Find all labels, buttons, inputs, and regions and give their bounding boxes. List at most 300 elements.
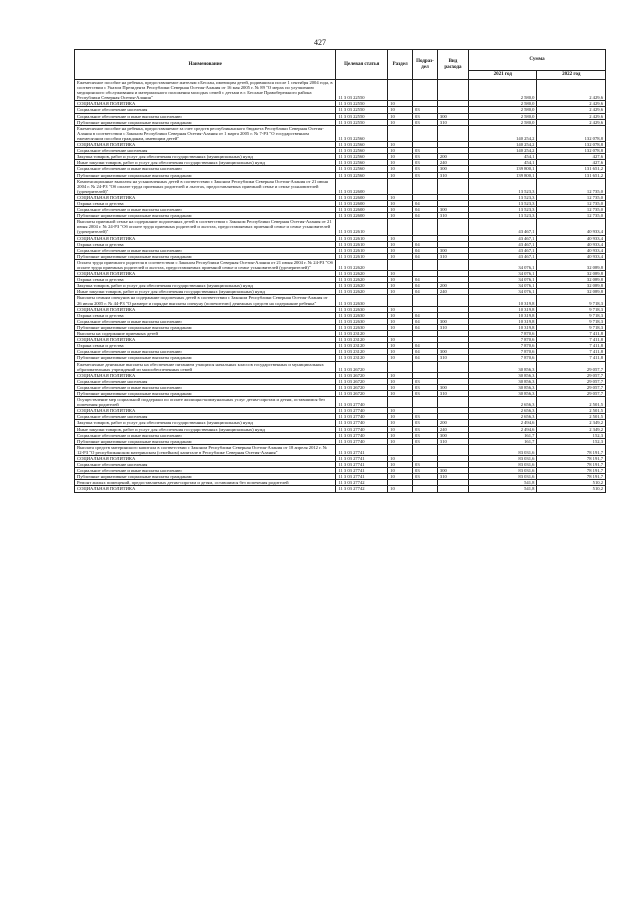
row-sum-2022: 2 349,2: [537, 426, 606, 432]
row-section: 10: [388, 277, 413, 283]
table-row: [75, 154, 606, 160]
row-name: Социальное обеспечение и иные выплаты населению: [75, 113, 336, 119]
row-section: [388, 219, 413, 235]
row-name: Публичные нормативные социальные выплаты гражданам: [75, 213, 336, 219]
row-type: 310: [437, 390, 468, 396]
table-row: [75, 474, 606, 480]
table-row: [75, 318, 606, 324]
row-subsection: 03: [413, 160, 438, 166]
row-sum-2022: 9 718,3: [537, 318, 606, 324]
row-subsection: 03: [413, 426, 438, 432]
row-type: 310: [437, 324, 468, 330]
row-subsection: 03: [413, 438, 438, 444]
row-code: 11 3 03 22560: [336, 154, 388, 160]
row-name: Осуществление мер социальной поддержки по оплате жилищно-коммунальных услуг детям-сиротам и детям, оставшимся без попечения родителей: [75, 397, 336, 408]
row-section: 10: [388, 355, 413, 361]
row-sum-2021: 140 254,2: [469, 148, 537, 154]
row-sum-2022: 78 191,7: [537, 468, 606, 474]
row-name: Социальное обеспечение и иные выплаты населению: [75, 166, 336, 172]
row-name: Ежемесячные денежные выплаты на обеспечение питанием учащихся начальных классов государственных и муниципальных образовательных учреждений из малообеспеченных семей: [75, 361, 336, 372]
row-type: [437, 444, 468, 455]
table-row: [75, 480, 606, 486]
table-row: [75, 213, 606, 219]
row-name: Социальное обеспечение и иные выплаты населению: [75, 247, 336, 253]
row-type: 300: [437, 349, 468, 355]
row-name: Социальное обеспечение населения: [75, 378, 336, 384]
row-subsection: 03: [413, 154, 438, 160]
row-sum-2022: 78 191,7: [537, 462, 606, 468]
row-name: Охрана семьи и детства: [75, 343, 336, 349]
table-row: [75, 361, 606, 372]
row-sum-2022: 132 078,8: [537, 125, 606, 141]
table-row: [75, 207, 606, 213]
row-type: [437, 259, 468, 270]
row-section: 10: [388, 414, 413, 420]
table-row: [75, 420, 606, 426]
row-sum-2021: 83 031,6: [469, 474, 537, 480]
row-sum-2022: 427,6: [537, 154, 606, 160]
row-sum-2022: 40 933,4: [537, 241, 606, 247]
row-name: Выплаты приемной семье на содержание подопечных детей в соответствии с Законом Республики Северная Осетия-Алания от 21 июня 2004 г. № 24-РЗ "Об оплате труда приемных родителей и льготах, предоставляемых приемной семье и семье усыновителей (удочерителей)": [75, 219, 336, 235]
row-name: СОЦИАЛЬНАЯ ПОЛИТИКА: [75, 101, 336, 107]
row-sum-2021: 2 656,3: [469, 397, 537, 408]
row-section: 10: [388, 247, 413, 253]
row-code: 11 3 03 22620: [336, 283, 388, 289]
row-sum-2022: 510,2: [537, 486, 606, 492]
row-sum-2022: 32 089,8: [537, 283, 606, 289]
row-sum-2021: 83 031,6: [469, 468, 537, 474]
header-subsection: Подраз-дел: [413, 50, 438, 80]
row-sum-2021: 541,8: [469, 480, 537, 486]
row-code: 11 3 03 27741: [336, 462, 388, 468]
row-sum-2021: 454,1: [469, 160, 537, 166]
row-subsection: 04: [413, 283, 438, 289]
row-sum-2021: 30 856,3: [469, 390, 537, 396]
row-name: Охрана семьи и детства: [75, 277, 336, 283]
table-row: [75, 486, 606, 492]
table-row: [75, 349, 606, 355]
row-section: 10: [388, 160, 413, 166]
row-section: 10: [388, 166, 413, 172]
row-name: СОЦИАЛЬНАЯ ПОЛИТИКА: [75, 372, 336, 378]
row-sum-2021: 83 031,6: [469, 462, 537, 468]
row-section: 10: [388, 462, 413, 468]
row-section: 10: [388, 194, 413, 200]
row-code: 11 3 03 23120: [336, 355, 388, 361]
row-sum-2022: 29 057,7: [537, 378, 606, 384]
row-section: 10: [388, 207, 413, 213]
row-section: 10: [388, 324, 413, 330]
row-code: 11 3 03 23120: [336, 337, 388, 343]
row-section: 10: [388, 468, 413, 474]
row-name: СОЦИАЛЬНАЯ ПОЛИТИКА: [75, 408, 336, 414]
row-code: 11 3 03 27740: [336, 426, 388, 432]
row-sum-2022: 132 078,8: [537, 148, 606, 154]
row-code: 11 3 03 22560: [336, 160, 388, 166]
row-code: 11 3 03 22600: [336, 194, 388, 200]
row-section: 10: [388, 349, 413, 355]
row-code: 11 3 03 23120: [336, 349, 388, 355]
row-sum-2022: 2 501,5: [537, 414, 606, 420]
row-section: 10: [388, 343, 413, 349]
row-subsection: 04: [413, 289, 438, 295]
row-section: [388, 361, 413, 372]
row-sum-2021: 2 580,0: [469, 119, 537, 125]
row-code: 11 3 03 27740: [336, 420, 388, 426]
header-year-2022: 2022 год: [537, 71, 606, 80]
row-code: 11 3 03 22620: [336, 259, 388, 270]
row-subsection: 04: [413, 213, 438, 219]
row-sum-2022: 2 349,2: [537, 420, 606, 426]
row-name: Социальное обеспечение и иные выплаты населению: [75, 349, 336, 355]
row-sum-2021: 7 870,6: [469, 349, 537, 355]
row-sum-2022: 9 718,3: [537, 324, 606, 330]
row-code: 11 3 03 26720: [336, 384, 388, 390]
table-row: [75, 355, 606, 361]
row-sum-2022: 2 429,6: [537, 119, 606, 125]
table-row: [75, 331, 606, 337]
row-sum-2022: 510,2: [537, 480, 606, 486]
row-sum-2022: 2 429,6: [537, 80, 606, 101]
row-type: 300: [437, 207, 468, 213]
row-type: [437, 397, 468, 408]
row-sum-2021: 43 467,1: [469, 241, 537, 247]
row-code: 11 3 03 22630: [336, 324, 388, 330]
row-section: [388, 397, 413, 408]
row-name: СОЦИАЛЬНАЯ ПОЛИТИКА: [75, 456, 336, 462]
row-type: 310: [437, 474, 468, 480]
row-name: Ремонт жилых помещений, предоставляемых детям-сиротам и детям, оставшимся без попечения родителей: [75, 480, 336, 486]
row-name: СОЦИАЛЬНАЯ ПОЛИТИКА: [75, 337, 336, 343]
row-subsection: [413, 361, 438, 372]
row-section: 10: [388, 420, 413, 426]
row-sum-2022: 131 651,2: [537, 166, 606, 172]
table-row: [75, 397, 606, 408]
row-code: 11 3 03 23120: [336, 331, 388, 337]
row-subsection: 03: [413, 420, 438, 426]
row-sum-2021: 139 800,1: [469, 166, 537, 172]
row-sum-2021: 13 523,3: [469, 207, 537, 213]
row-type: [437, 80, 468, 101]
row-code: 11 3 03 22630: [336, 306, 388, 312]
row-sum-2021: 7 870,6: [469, 355, 537, 361]
row-name: Компенсационные выплаты на усыновленных детей в соответствии с Законом Республики Северная Осетия-Алания от 21 июня 2004 г. № 24-РЗ "Об оплате труда приемных родителей и льготах, предоставляемых приемной семье и семье усыновителей (удочерителей)": [75, 178, 336, 194]
row-code: 11 3 03 22610: [336, 235, 388, 241]
row-type: 300: [437, 247, 468, 253]
row-subsection: 04: [413, 247, 438, 253]
row-section: 10: [388, 107, 413, 113]
row-subsection: [413, 178, 438, 194]
row-name: Социальное обеспечение населения: [75, 462, 336, 468]
row-sum-2022: 7 411,8: [537, 355, 606, 361]
row-section: 10: [388, 154, 413, 160]
row-name: Выплаты на содержание приемных детей: [75, 331, 336, 337]
row-name: Социальное обеспечение и иные выплаты населению: [75, 384, 336, 390]
row-section: 10: [388, 101, 413, 107]
row-code: 11 3 03 22600: [336, 200, 388, 206]
row-section: 10: [388, 306, 413, 312]
row-code: 11 3 03 22610: [336, 253, 388, 259]
row-name: Социальное обеспечение и иные выплаты населению: [75, 207, 336, 213]
row-sum-2022: 32 089,8: [537, 277, 606, 283]
row-name: Закупка товаров, работ и услуг для обеспечения государственных (муниципальных) нужд: [75, 420, 336, 426]
row-section: 10: [388, 390, 413, 396]
row-code: 11 3 03 22560: [336, 148, 388, 154]
row-sum-2022: 12 735,0: [537, 213, 606, 219]
row-code: 11 3 03 27742: [336, 480, 388, 486]
row-section: 10: [388, 235, 413, 241]
row-section: 10: [388, 474, 413, 480]
table-row: [75, 438, 606, 444]
row-sum-2021: 10 319,8: [469, 318, 537, 324]
row-sum-2022: 29 057,7: [537, 372, 606, 378]
table-row: [75, 444, 606, 455]
row-sum-2022: 132 078,8: [537, 142, 606, 148]
row-section: 10: [388, 172, 413, 178]
row-name: Публичные нормативные социальные выплаты гражданам: [75, 390, 336, 396]
row-sum-2022: 32 089,8: [537, 271, 606, 277]
row-code: 11 3 03 27740: [336, 432, 388, 438]
row-sum-2021: 13 523,3: [469, 200, 537, 206]
row-sum-2021: 2 580,0: [469, 113, 537, 119]
row-code: 11 3 03 22550: [336, 119, 388, 125]
row-sum-2022: 9 718,3: [537, 312, 606, 318]
row-sum-2021: 10 319,8: [469, 324, 537, 330]
row-sum-2021: 2 656,3: [469, 408, 537, 414]
row-sum-2021: 34 076,1: [469, 289, 537, 295]
row-section: 10: [388, 378, 413, 384]
row-sum-2021: 161,7: [469, 438, 537, 444]
row-sum-2021: 30 856,3: [469, 378, 537, 384]
row-subsection: 03: [413, 462, 438, 468]
row-subsection: 03: [413, 432, 438, 438]
row-name: Публичные нормативные социальные выплаты гражданам: [75, 119, 336, 125]
row-section: 10: [388, 113, 413, 119]
row-name: СОЦИАЛЬНАЯ ПОЛИТИКА: [75, 486, 336, 492]
row-name: СОЦИАЛЬНАЯ ПОЛИТИКА: [75, 235, 336, 241]
header-type: Вид расхода: [437, 50, 468, 80]
row-section: 10: [388, 432, 413, 438]
row-sum-2021: 43 467,1: [469, 235, 537, 241]
row-sum-2022: 29 057,7: [537, 384, 606, 390]
table-body: [75, 80, 606, 493]
row-code: 11 3 03 26720: [336, 390, 388, 396]
row-subsection: [413, 397, 438, 408]
row-section: 10: [388, 372, 413, 378]
page-number: 427: [314, 38, 326, 47]
row-sum-2022: 152,3: [537, 438, 606, 444]
row-name: Охрана семьи и детства: [75, 312, 336, 318]
row-subsection: 03: [413, 148, 438, 154]
row-code: 11 3 03 22560: [336, 125, 388, 141]
row-section: 10: [388, 241, 413, 247]
table-row: [75, 80, 606, 101]
row-sum-2022: 2 501,5: [537, 408, 606, 414]
row-subsection: 03: [413, 113, 438, 119]
table-row: [75, 384, 606, 390]
row-type: 310: [437, 253, 468, 259]
row-type: 310: [437, 119, 468, 125]
row-subsection: 03: [413, 166, 438, 172]
row-subsection: 04: [413, 200, 438, 206]
row-sum-2021: 30 856,3: [469, 372, 537, 378]
row-type: 200: [437, 283, 468, 289]
row-sum-2021: 454,1: [469, 154, 537, 160]
row-sum-2021: 30 856,3: [469, 361, 537, 372]
row-section: 10: [388, 142, 413, 148]
row-type: 240: [437, 426, 468, 432]
row-sum-2021: 30 856,3: [469, 384, 537, 390]
row-name: Социальное обеспечение и иные выплаты населению: [75, 468, 336, 474]
row-code: 11 3 03 27740: [336, 408, 388, 414]
row-type: 300: [437, 166, 468, 172]
row-sum-2022: 7 411,8: [537, 343, 606, 349]
row-sum-2021: 140 254,2: [469, 125, 537, 141]
row-sum-2021: 7 870,6: [469, 331, 537, 337]
row-type: [437, 178, 468, 194]
row-sum-2022: 9 718,3: [537, 306, 606, 312]
row-sum-2022: 9 718,3: [537, 295, 606, 306]
row-subsection: 03: [413, 474, 438, 480]
row-code: 11 3 03 26720: [336, 372, 388, 378]
row-subsection: 04: [413, 343, 438, 349]
row-name: Публичные нормативные социальные выплаты гражданам: [75, 438, 336, 444]
row-name: Закупка товаров, работ и услуг для обеспечения государственных (муниципальных) нужд: [75, 283, 336, 289]
row-subsection: [413, 80, 438, 101]
row-name: СОЦИАЛЬНАЯ ПОЛИТИКА: [75, 271, 336, 277]
header-code: Целевая статья: [336, 50, 388, 80]
row-type: 300: [437, 318, 468, 324]
row-type: 310: [437, 438, 468, 444]
row-section: 10: [388, 283, 413, 289]
row-type: 200: [437, 420, 468, 426]
row-section: [388, 178, 413, 194]
row-sum-2021: 2 580,0: [469, 80, 537, 101]
row-code: 11 3 03 26720: [336, 378, 388, 384]
row-sum-2021: 43 467,1: [469, 253, 537, 259]
row-code: 11 3 03 22550: [336, 101, 388, 107]
header-name: Наименование: [75, 50, 336, 80]
table-row: [75, 295, 606, 306]
row-sum-2022: 78 191,7: [537, 456, 606, 462]
row-code: 11 3 03 22610: [336, 241, 388, 247]
row-type: 310: [437, 213, 468, 219]
row-subsection: 03: [413, 384, 438, 390]
row-name: Социальное обеспечение населения: [75, 148, 336, 154]
row-name: СОЦИАЛЬНАЯ ПОЛИТИКА: [75, 142, 336, 148]
row-name: Публичные нормативные социальные выплаты гражданам: [75, 253, 336, 259]
row-sum-2022: 32 089,8: [537, 259, 606, 270]
row-code: 11 3 03 23120: [336, 343, 388, 349]
row-sum-2022: 131 651,2: [537, 172, 606, 178]
row-type: 300: [437, 384, 468, 390]
row-section: 10: [388, 337, 413, 343]
row-section: [388, 125, 413, 141]
row-section: 10: [388, 148, 413, 154]
row-subsection: 03: [413, 172, 438, 178]
row-sum-2021: 13 523,3: [469, 178, 537, 194]
row-type: 300: [437, 468, 468, 474]
row-name: Иные закупки товаров, работ и услуг для обеспечения государственных (муниципальных) нужд: [75, 426, 336, 432]
row-section: 10: [388, 384, 413, 390]
row-subsection: [413, 219, 438, 235]
row-sum-2022: 78 191,7: [537, 474, 606, 480]
row-sum-2021: 34 076,1: [469, 259, 537, 270]
row-subsection: [413, 125, 438, 141]
row-code: 11 3 03 22560: [336, 172, 388, 178]
row-sum-2022: 7 411,8: [537, 331, 606, 337]
row-sum-2022: 12 735,0: [537, 194, 606, 200]
row-code: 11 3 03 22600: [336, 178, 388, 194]
table-row: [75, 247, 606, 253]
row-section: 10: [388, 253, 413, 259]
row-sum-2021: 83 031,6: [469, 456, 537, 462]
row-name: Выплата средств материнского капитала в соответствии с Законом Республики Северная Осетия-Алания от 18 апреля 2012 г. № 12-РЗ "О республиканском материнском (семейном) капитале в Республике Северная Осетия-Алания": [75, 444, 336, 455]
row-code: 11 3 03 27740: [336, 438, 388, 444]
table-row: [75, 283, 606, 289]
row-sum-2022: 12 735,0: [537, 207, 606, 213]
table-row: [75, 178, 606, 194]
row-section: 10: [388, 408, 413, 414]
row-code: 11 3 03 22610: [336, 247, 388, 253]
header-sum: Сумма: [469, 50, 606, 71]
row-section: [388, 80, 413, 101]
row-sum-2022: 40 933,4: [537, 247, 606, 253]
table-row: [75, 253, 606, 259]
row-code: 11 3 03 22560: [336, 142, 388, 148]
row-sum-2021: 140 254,2: [469, 142, 537, 148]
row-type: 240: [437, 160, 468, 166]
row-sum-2022: 40 933,4: [537, 253, 606, 259]
row-section: 10: [388, 486, 413, 492]
row-subsection: 03: [413, 414, 438, 420]
row-section: [388, 259, 413, 270]
row-sum-2022: 40 933,4: [537, 235, 606, 241]
row-type: [437, 295, 468, 306]
row-type: [437, 219, 468, 235]
row-subsection: 03: [413, 378, 438, 384]
row-sum-2022: 2 429,6: [537, 107, 606, 113]
row-subsection: [413, 295, 438, 306]
row-sum-2021: 43 467,1: [469, 219, 537, 235]
row-sum-2022: 152,3: [537, 432, 606, 438]
row-code: 11 3 03 22630: [336, 318, 388, 324]
row-section: 10: [388, 200, 413, 206]
table-row: [75, 172, 606, 178]
row-section: 10: [388, 312, 413, 318]
row-sum-2022: 2 501,5: [537, 397, 606, 408]
row-name: Иные закупки товаров, работ и услуг для обеспечения государственных (муниципальных) нужд: [75, 160, 336, 166]
row-subsection: 03: [413, 107, 438, 113]
row-sum-2022: 12 735,0: [537, 200, 606, 206]
row-code: 11 3 03 26720: [336, 361, 388, 372]
row-section: [388, 444, 413, 455]
row-sum-2022: 2 429,6: [537, 101, 606, 107]
row-subsection: 03: [413, 468, 438, 474]
row-name: Социальное обеспечение населения: [75, 414, 336, 420]
header-year-2021: 2021 год: [469, 71, 537, 80]
row-code: 11 3 03 27741: [336, 474, 388, 480]
row-sum-2022: 427,6: [537, 160, 606, 166]
row-type: [437, 486, 468, 492]
row-subsection: [413, 259, 438, 270]
row-subsection: 04: [413, 355, 438, 361]
row-sum-2022: 12 735,0: [537, 178, 606, 194]
row-subsection: 04: [413, 253, 438, 259]
row-type: 240: [437, 289, 468, 295]
row-sum-2021: 2 494,6: [469, 426, 537, 432]
row-name: Социальное обеспечение населения: [75, 107, 336, 113]
